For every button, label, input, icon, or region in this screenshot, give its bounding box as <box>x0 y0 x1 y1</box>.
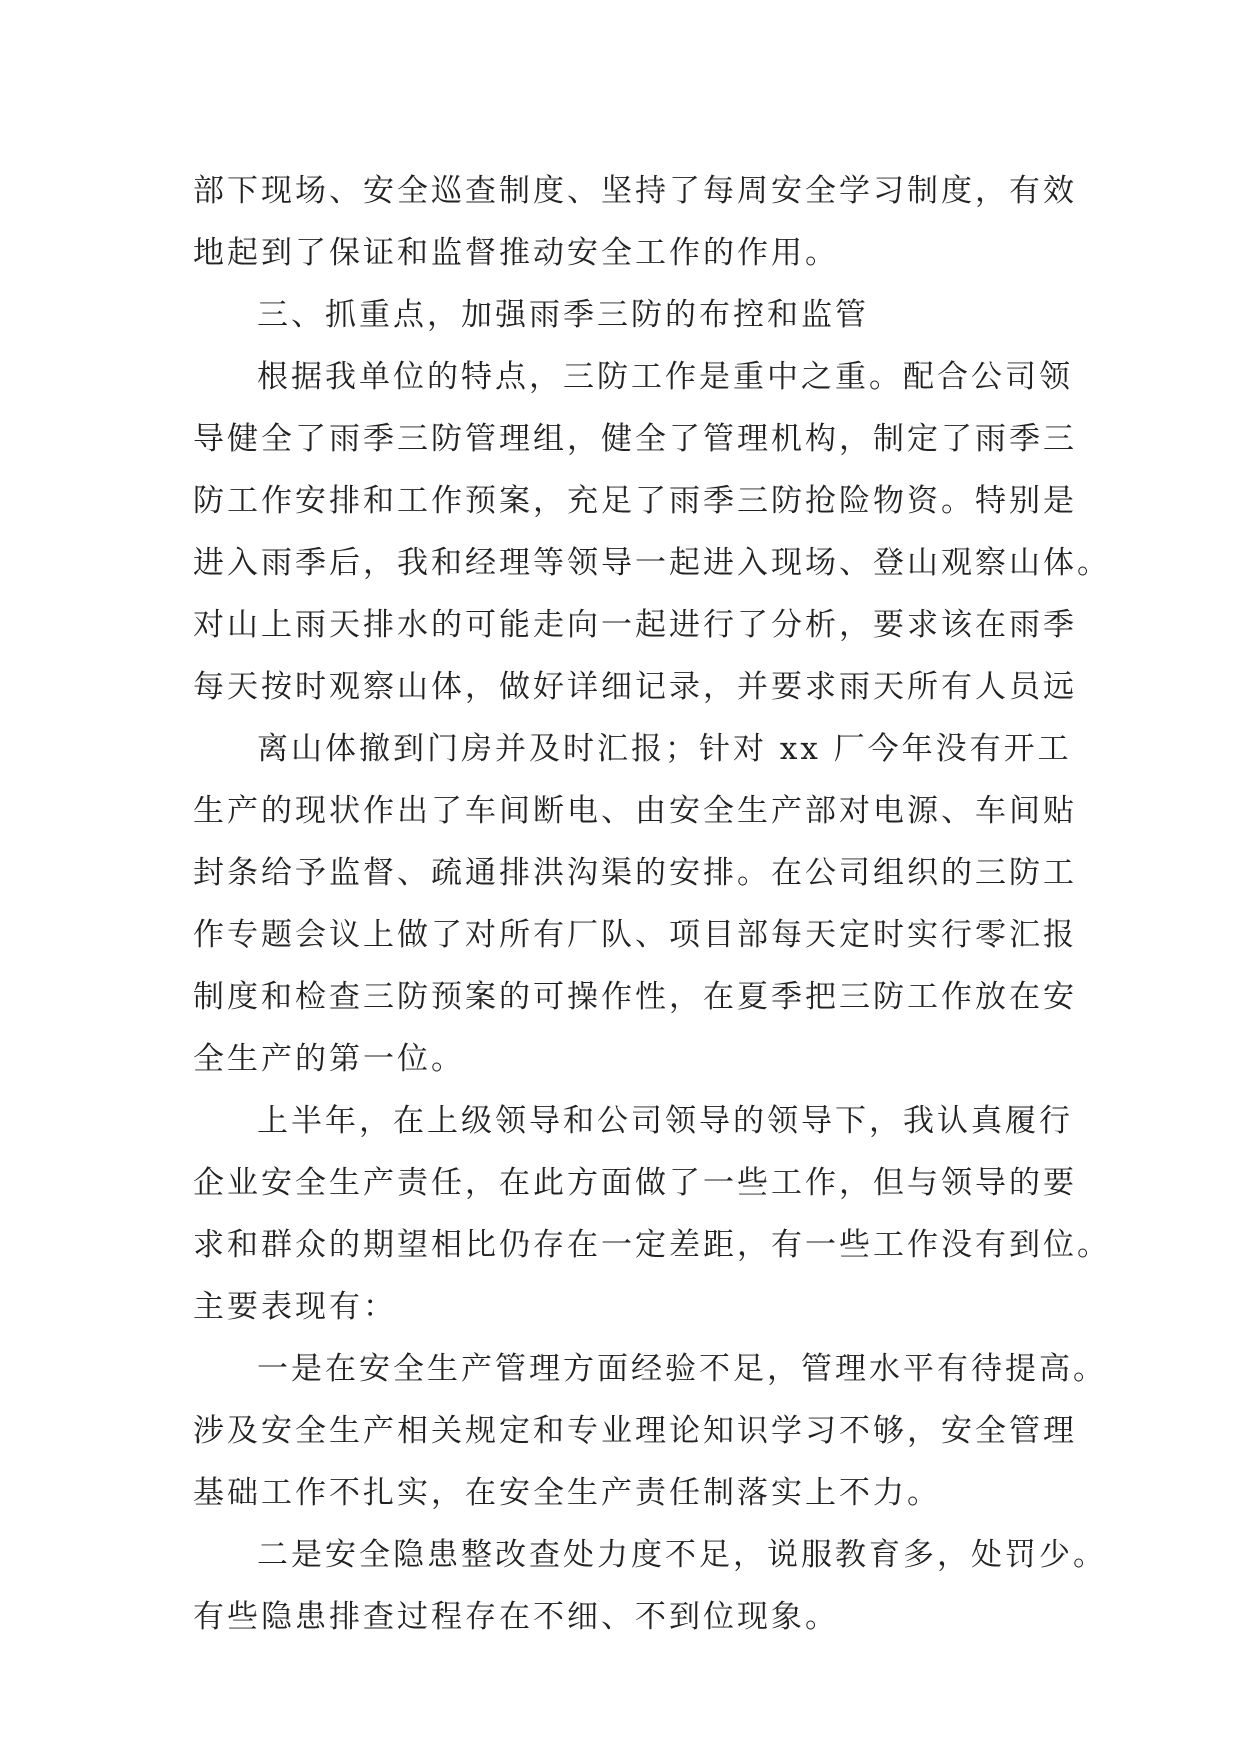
text-line: 防工作安排和工作预案，充足了雨季三防抢险物资。特别是 <box>193 483 1077 519</box>
text-line: 涉及安全生产相关规定和专业理论知识学习不够，安全管理 <box>193 1413 1077 1449</box>
text-line: 全生产的第一位。 <box>193 1041 465 1077</box>
text-line: 企业安全生产责任，在此方面做了一些工作，但与领导的要 <box>193 1165 1077 1201</box>
text-line: 作专题会议上做了对所有厂队、项目部每天定时实行零汇报 <box>193 917 1077 953</box>
text-line: 基础工作不扎实，在安全生产责任制落实上不力。 <box>193 1475 941 1511</box>
text-line: 上半年，在上级领导和公司领导的领导下，我认真履行 <box>257 1103 1073 1139</box>
text-line: 进入雨季后，我和经理等领导一起进入现场、登山观察山体。 <box>193 545 1111 581</box>
text-line: 封条给予监督、疏通排洪沟渠的安排。在公司组织的三防工 <box>193 855 1077 891</box>
text-line: 求和群众的期望相比仍存在一定差距，有一些工作没有到位。 <box>193 1227 1111 1263</box>
text-line: 生产的现状作出了车间断电、由安全生产部对电源、车间贴 <box>193 793 1077 829</box>
text-line: 根据我单位的特点，三防工作是重中之重。配合公司领 <box>257 359 1073 395</box>
text-line: 导健全了雨季三防管理组，健全了管理机构，制定了雨季三 <box>193 421 1077 457</box>
text-line: 对山上雨天排水的可能走向一起进行了分析，要求该在雨季 <box>193 607 1077 643</box>
text-line: 离山体撤到门房并及时汇报；针对 xx 厂今年没有开工 <box>257 731 1072 767</box>
text-line: 部下现场、安全巡查制度、坚持了每周安全学习制度，有效 <box>193 173 1077 209</box>
document-body <box>193 160 1111 1648</box>
text-line: 每天按时观察山体，做好详细记录，并要求雨天所有人员远 <box>193 669 1077 705</box>
text-line: 主要表现有： <box>193 1289 397 1325</box>
section-heading: 三、抓重点，加强雨季三防的布控和监管 <box>257 297 869 333</box>
text-line: 二是安全隐患整改查处力度不足，说服教育多，处罚少。 <box>257 1537 1107 1573</box>
text-line: 一是在安全生产管理方面经验不足，管理水平有待提高。 <box>257 1351 1107 1387</box>
text-line: 地起到了保证和监督推动安全工作的作用。 <box>193 235 839 271</box>
text-line: 制度和检查三防预案的可操作性，在夏季把三防工作放在安 <box>193 979 1077 1015</box>
text-line: 有些隐患排查过程存在不细、不到位现象。 <box>193 1599 839 1635</box>
